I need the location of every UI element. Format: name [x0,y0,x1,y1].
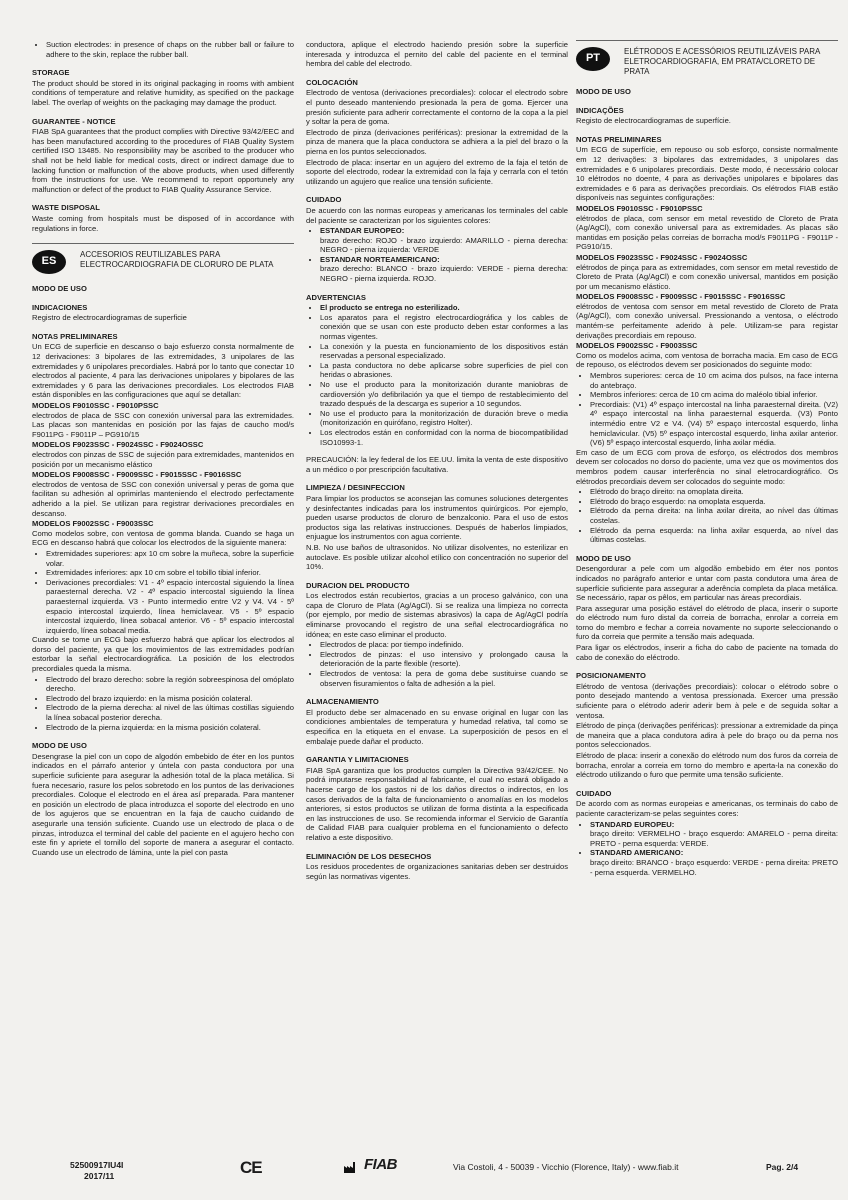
section-heading: NOTAS PRELIMINARES [32,331,118,341]
paragraph: elétrodos de ventosa com sensor em metal revestido de Cloreto de Prata (Ag/AgCl), com conexão universal. Pressionando a ventosa, o eléctrodo mantém-se perfeitamente aderido à pele. Utilizam-se para registar derivações precordiais em repouso. [576,301,838,340]
section-heading: CUIDADO [576,788,612,798]
list-item: • Suction electrodes: in presence of chaps on the rubber ball or failure to adhere to the skin, replace the rubber ball. [46,40,294,59]
section-heading: INDICACIONES [32,302,88,312]
paragraph: Los residuos procedentes de organizaciones sanitarias deben ser destruidos según las normativas vigentes. [306,862,568,881]
paragraph: The product should be stored in its original packaging in rooms with ambient conditions of temperature and relative humidity, as specified on the package label. The overlap of weights on the packaging may damage the product. [32,78,294,107]
model-heading: MODELOS F9010SSC - F9010PSSC [576,203,703,213]
paragraph: N.B. No use baños de ultrasonidos. No utilizar disolventes, no esterilizar en autoclave. Es posible utilizar alcohol etílico con concentración no superior del 10%. [306,542,568,572]
list-item: • Electrodos de pinzas: el uso intensivo y prolongado causa la deterioración de la parte flexible (resorte). [320,650,568,669]
list-item: • Elétrodo da perna esquerda: na linha axilar esquerda, ao nível das últimas costelas. [590,526,838,545]
list-item: • Extremidades superiores: apx 10 cm sobre la muñeca, sobre la superficie volar. [46,549,294,568]
language-header-es [32,243,294,274]
list-item: • Extremidades inferiores: apx 10 cm sobre el tobillo tibial inferior. [46,568,294,578]
paragraph: PRECAUCIÓN: la ley federal de los EE.UU. limita la venta de este dispositivo a un médico o por prescripción facultativa. [306,455,568,474]
paragraph: electrodos con pinzas de SSC de sujeción para extremidades, mantenidos en posición por un mecanismo elástico [32,450,294,469]
warnings-list [306,303,568,447]
list-item: • Electrodo de la pierna derecha: al nivel de las últimas costillas siguiendo la línea sobacal posterior derecha. [46,703,294,722]
paragraph: Elétrodo de pinça (derivações periféricas): pressionar a extremidade da pinça de maneira que a placa condutora adira à pele do braço ou da perna nos pontos seleccionados. [576,721,838,750]
language-header-pt [576,40,838,77]
section-heading: ALMACENAMIENTO [306,697,379,707]
section-heading: INDICAÇÕES [576,105,624,115]
model-heading: MODELOS F9008SSC - F9009SSC - F9015SSC - F9016SSC [576,292,786,302]
paragraph: Para assegurar uma posição estável do elétrodo de placa, inserir o suporte do eléctrodo num furo distal da correia de borracha, enrolar a correia em torno do membro e fechar a correia novamente no suporte seleccionando o furo da correia que permite a tensão mais adequada. [576,603,838,642]
list-item: • Elétrodo do braço direito: na omoplata direita. [590,487,838,497]
section-heading: MODO DE USO [32,741,87,751]
list-item: • Electrodo de la pierna izquierda: en la misma posición colateral. [46,723,294,733]
list-item [590,820,838,849]
suction-bullets [32,40,294,59]
standard-text: brazo derecho: ROJO - brazo izquierdo: AMARILLO - pierna derecha: NEGRO - pierna izquierda: VERDE [320,235,568,255]
paragraph: Como modelos sobre, con ventosa de gomma blanda. Cuando se haga un ECG en descanso habrá que colocar los electrodos de la siguiente manera: [32,528,294,548]
section-heading: LIMPIEZA / DESINFECCION [306,483,405,493]
document-code [70,1160,123,1182]
paragraph: Registro de electrocardiogramas de superficie [32,313,187,323]
list-item: • Membros inferiores: cerca de 10 cm acima do maléolo tibial inferior. [590,390,838,400]
paragraph: Desengrase la piel con un copo de algodón embebido de éter en los puntos indicados en el párrafo anterior y úntela con pasta conductora por una superficie suficiente para asegurar la adhesión total de la placa metálica. Si fuera necesario, rasure los pelos sobretodo en los puntos de las derivaciones precordiales. Coloque el electrodo en el área así preparada. Para mantener en posición un electrodo de placa introduzca el soporte del electrodo en uno de los agujeros que se encuentran en la faja de caucho cuidando de asegurarle una tensión suficiente. Cuando use un electrodo de placa o de pinzas, introduzca el terminal del cable del paciente en el agujero hecho con este fin y apriete el tornillo del soporte de manera a asegurar el contacto. Cuando use un electrodo de lámina, unte la piel con pasta [32,751,294,857]
list-item: • El producto se entrega no esterilizado. [320,303,568,313]
section-heading: GARANTIA Y LIMITACIONES [306,755,409,765]
standard-heading: ESTANDAR NORTEAMERICANO: [320,254,440,264]
column-left [32,40,294,858]
paragraph: Para limpiar los productos se aconsejan las comunes soluciones detergentes y desinfectantes indicadas para los instrumentos quirúrgicos. Por ejemplo, pueden usarse productos de cloruro de benzalconio. Para el uso de estos productos siga las relativas instrucciones. Después de haberlos limpiados, enjuague los instrumentos con agua corriente. [306,493,568,542]
ce-mark: CE [240,1158,262,1177]
standard-text: braço direito: VERMELHO - braço esquerdo: AMARELO - perna direita: PRETO - perna esquerda: VERDE. [590,829,838,848]
manufacturer-icon [343,1160,357,1174]
paragraph: Un ECG de superficie en descanso o bajo esfuerzo consta normalmente de 12 derivaciones: 3 bipolares de las extremidades, 3 unipolares de las extremidades y 6 unipolares precordiales. Habrá por lo tanto que conectar 10 electrodos al paciente, 4 para las derivaciones unipolares y bipolares de las extremidades y 6 para las derivaciones precordiales. Los electrodos FIAB están disponibles en las configuraciones que aquí se detallan: [32,342,294,400]
section-heading: ADVERTENCIAS [306,292,366,302]
list-item: • Elétrodo da perna direita: na linha axilar direita, ao nível das últimas costelas. [590,506,838,525]
standard-heading: STANDARD EUROPEU: [590,819,675,829]
paragraph: Elétrodo de ventosa (derivações precordiais): colocar o elétrodo sobre o ponto desejado mantendo a ventosa pressionada. Exercer uma pressão suficiente para o elétrodo aderir aderir bem à pele e de seguida soltar a ventosa. [576,681,838,720]
list-item [320,226,568,255]
position-list [32,549,294,635]
position-list [576,487,838,545]
paragraph: El producto debe ser almacenado en su envase original en lugar con las condiciones ambientales de temperatura y humedad relativa, tal como se especifica en la etiqueta en el envase. La superposición de pesos en el embalaje puede dañar el producto. [306,707,568,746]
list-item: • Electrodo del brazo derecho: sobre la región sobreespinosa del omóplato derecho. [46,675,294,694]
paragraph: Para ligar os eléctrodos, inserir a ficha do cabo de paciente na tomada do cabo de conexão do eléctrodo. [576,643,838,662]
paragraph: Elétrodo de placa: inserir a conexão do elétrodo num dos furos da correia de borracha, enrolar a correia em torno do membro e aperta-la na conexão do eléctrodo utilizando o furo que permite uma tensão suficiente. [576,751,838,780]
paragraph: elétrodos de pinça para as extremidades, com sensor em metal revestido de Cloreto de Prata (Ag/AgCl) e com conexão universal, mantidos em posição por um mecanismo elástico. [576,262,838,291]
page-footer [0,1152,848,1200]
list-item [320,255,568,284]
paragraph: De acuerdo con las normas europeas y americanas los terminales del cable del paciente se caracterizan por los siguientes colores: [306,205,568,225]
section-heading: COLOCACIÓN [306,77,358,87]
paragraph: Cuando se tome un ECG bajo esfuerzo habrá que aplicar los electrodos al dorso del paciente, ya que los movimientos de las extremidades podrían estorbar la señal electrocardiográfica. La posición de los electrodos precordiales queda la misma. [32,635,294,674]
standard-text: braço direito: BRANCO - braço esquerdo: VERDE - perna direita: PRETO - perna esquerda. VERMELHO. [590,857,838,877]
paragraph: FIAB SpA garantiza que los productos cumplen la Directiva 93/42/CEE. No podrá imputarse responsabilidad al fabricante, el cual no estará obligado a hacerse cargo de los gastos ni de los daños directos o indirectos, en los casos derivados de la falta de funcionamiento o anomalías en los modelos anteriores, si estos productos se utilizan de forma distinta a la especificada en las instrucciones de uso. Se recomienda informar el Servicio de Garantía de Calidad FIAB para cualquier problema en el funcionamiento o defecto relativo a este dispositivo. [306,765,568,842]
position-list [32,675,294,733]
paragraph: Como os modelos acima, com ventosa de borracha macia. Em caso de ECG de repouso, os eléctrodos devem ser posicionados do seguinte modo: [576,350,838,370]
section-heading: GUARANTEE - NOTICE [32,116,116,126]
section-heading: STORAGE [32,68,70,78]
standard-text: brazo derecho: BLANCO - brazo izquierdo: VERDE - pierna derecha: NEGRO - pierna izquierda. ROJO. [320,264,568,284]
column-right [576,40,838,877]
date-text: 2017/11 [84,1171,115,1181]
language-badge: ES [32,250,66,274]
list-item: • Los aparatos para el registro electrocardiográfica y los cables de conexión que se usan con este producto deben estar conformes a las normas vigentes. [320,313,568,342]
model-heading: MODELOS F9002SSC - F9003SSC [32,519,154,529]
standards-list [576,820,838,878]
section-heading: ELIMINACIÓN DE LOS DESECHOS [306,851,432,861]
list-item: • No use el producto para la monitorización durante maniobras de cardioversión y/o defibrilación ya que el tiempo de restablecimiento del trazado después de la descarga es superior a 10 segundos. [320,380,568,409]
paragraph: Desengordurar a pele com um algodão embebido em éter nos pontos indicados no parágrafo anterior e untar com pasta condutora uma área de superfície suficiente para assegurar a aderência completa da placa metálica. Se necessário, rapar os pêlos, em particular nas áreas precordiais. [576,564,838,603]
section-heading: WASTE DISPOSAL [32,203,100,213]
model-heading: MODELOS F9023SSC - F9024SSC - F9024OSSC [576,252,748,262]
column-middle [306,40,568,882]
section-heading: MODO DE USO [576,553,631,563]
model-heading: MODELOS F9008SSC - F9009SSC - F9015SSC - F9016SSC [32,470,242,480]
list-item: • La pasta conductora no debe aplicarse sobre superficies de piel con heridas o abrasiones. [320,361,568,380]
list-item: • La conexión y la puesta en funcionamiento de los dispositivos están reservadas a personal especializado. [320,342,568,361]
list-item [590,848,838,877]
language-title: ELÉTRODOS E ACESSÓRIOS REUTILIZÁVEIS PARA ELETROCARDIOGRAFIA, EM PRATA/CLORETO DE PRATA [624,47,820,76]
section-heading: CUIDADO [306,195,342,205]
paragraph: Waste coming from hospitals must be disposed of in accordance with regulations in force. [32,213,294,233]
paragraph: De acordo com as normas europeias e americanas, os terminais do cabo de paciente caracterizam-se pelas seguintes cores: [576,799,838,818]
duration-list [306,640,568,688]
language-badge: PT [576,47,610,71]
position-list [576,371,838,448]
fiab-logo: FIAB [364,1156,397,1173]
paragraph: FIAB SpA guarantees that the product complies with Directive 93/42/EEC and has been manufactured according to the procedures of FIAB Quality System certified ISO 13485. No responsibility may be ascribed to the producer who shall not be held liable for medical costs, direct or indirect damage due to lacking function or malfunction of the above products, when used differently from the instructions for use. We recommend to report opportunely any malfunction or defect of the product to FIAB Quality Assurance Service. [32,127,294,194]
paragraph: Um ECG de superfície, em repouso ou sob esforço, consiste normalmente em 12 derivações: 3 bipolares das extremidades, 3 unipolares das extremidades e 6 unipolares precordiais. Deste modo, é necessário colocar 10 elétrodos no doente, 4 para as derivações unipolares e bipolares das extremidades e 6 para as derivações precordiais. Os elétrodos FIAB estão disponíveis nas seguintes configurações: [576,145,838,203]
paragraph: Los electrodos están recubiertos, gracias a un proceso galvánico, con una capa de Cloruro de Plata (Ag/AgCl). Si se realiza una limpieza no correcta (por ejemplo, por medio de sistemas abrasivos) la capa de Ag/AgCl podría eliminarse provocando el registro de una señal electrocardiográfica no idónea; en este caso eliminar el producto. [306,591,568,639]
paragraph: Electrodo de ventosa (derivaciones precordiales): colocar el electrodo sobre el punto deseado manteniendo presionada la pera de goma. Ejercer una presión suficiente para adherir correctamente el contorno de la copa a la piel y soltar la pera de goma. [306,88,568,127]
list-item: • Membros superiores: cerca de 10 cm acima dos pulsos, na face interna do antebraço. [590,371,838,390]
paragraph: elétrodos de placa, com sensor em metal revestido de Cloreto de Prata (Ag/AgCl), com conexão universal para as extremidades. As placas são mantidas em posição pelas correias de borracha mod/s F9011PG - F9011P - PG910/15. [576,213,838,252]
section-heading: POSICIONAMENTO [576,671,646,681]
paragraph: electrodos de placa de SSC con conexión universal para las extremidades. Las placas son mantenidas en posición por las fajas de caucho mod/s F9011PG - F9011P – PG910/15 [32,410,294,439]
model-heading: MODELOS F9023SSC - F9024SSC - F9024OSSC [32,440,204,450]
paragraph: conductora, aplique el electrodo haciendo presión sobre la superficie interesada y introduzca el pernito del cable del paciente en el terminal hembra del cable del electrodo. [306,40,568,69]
standard-heading: STANDARD AMERICANO: [590,848,684,858]
code-text: 52500917IU4I [70,1160,124,1170]
model-heading: MODELOS F9010SSC - F9010PSSC [32,401,159,411]
paragraph: Registo de electrocardiogramas de superfície. [576,116,731,126]
list-item: • No use el producto para la monitorización de duración breve o media (monitorización en quirófano, registro Holter). [320,409,568,428]
company-address: Via Costoli, 4 - 50039 - Vicchio (Florence, Italy) - www.fiab.it [453,1162,679,1172]
model-heading: MODELOS F9002SSC - F9003SSC [576,341,698,351]
standards-list [306,226,568,284]
section-heading: NOTAS PRELIMINARES [576,134,662,144]
list-item: • Electrodos de placa: por tiempo indefinido. [320,640,568,650]
section-heading: MODO DE USO [32,284,87,294]
list-item: • Derivaciones precordiales: V1 - 4º espacio intercostal siguiendo la línea paraesternal derecha. V2 - 4º espacio intercostal siguiendo la línea paraesternal izquierda. V3 - Punto intermedio entre V2 y V4. V4 - 5º espacio intercostal izquierdo, línea hemiclavear. V5 - 5º espacio intercostal izquierdo, línea sobacal anterior. V6 - 5º espacio intercostal izquierdo, línea sobacal media. [46,578,294,636]
standard-heading: ESTANDAR EUROPEO: [320,226,405,236]
list-item: • Precordiais: (V1) 4º espaço intercostal na linha paraesternal direita. (V2) 4º espaço intercostal na linha paraesternal esquerda. (V3) Ponto intermédio entre V2 e V4. (V4) 5º espaço intercostal esquerdo, linha hemiclavicular. (V5) 5º espaço intercostal esquerdo, linha axilar anterior. (V6) 5º espaço intercostal esquerdo, linha axilar média. [590,400,838,448]
language-title: ACCESORIOS REUTILIZABLES PARA ELECTROCARDIOGRAFIA DE CLORURO DE PLATA [80,250,274,270]
section-heading: DURACION DEL PRODUCTO [306,580,410,590]
paragraph: Electrodo de pinza (derivaciones periféricas): presionar la extremidad de la pinza de manera que la placa conductora se adhiera a la piel del brazo o la pierna en los puntos seleccionados. [306,127,568,156]
paragraph: Em caso de um ECG com prova de esforço, os eléctrodos dos membros devem ser colocados no dorso do paciente, uma vez que os movimentos dos membros podem causar interferência no sinal eletrocardiográfico. Os elétrodos precordiais devem ser colocados do seguinte modo: [576,447,838,486]
list-item: • Elétrodo do braço esquerdo: na omoplata esquerda. [590,497,838,507]
list-item: • Los electrodos están en conformidad con la norma de biocompatibilidad ISO10993-1. [320,428,568,447]
section-heading: MODO DE USO [576,87,631,96]
paragraph: Electrodo de placa: insertar en un agujero del extremo de la faja el tetón de soporte del electrodo, rodear la extremidad con la faja y cerrarla con el tetón utilizando un agujero que realice una tensión suficiente. [306,157,568,186]
paragraph: electrodos de ventosa de SSC con conexión universal y peras de goma que facilitan su adhesión al oprimirlas manteniendo el electrodo perfectamente adherido a la piel. Se utilizan para registrar derivaciones precordiales en descanso. [32,479,294,518]
list-item: • Electrodo del brazo izquierdo: en la misma posición colateral. [46,694,294,704]
list-item: • Electrodos de ventosa: la pera de goma debe sustituirse cuando se observen fisuramientos o falta de adhesión a la piel. [320,669,568,688]
page-number: Pag. 2/4 [766,1162,799,1172]
